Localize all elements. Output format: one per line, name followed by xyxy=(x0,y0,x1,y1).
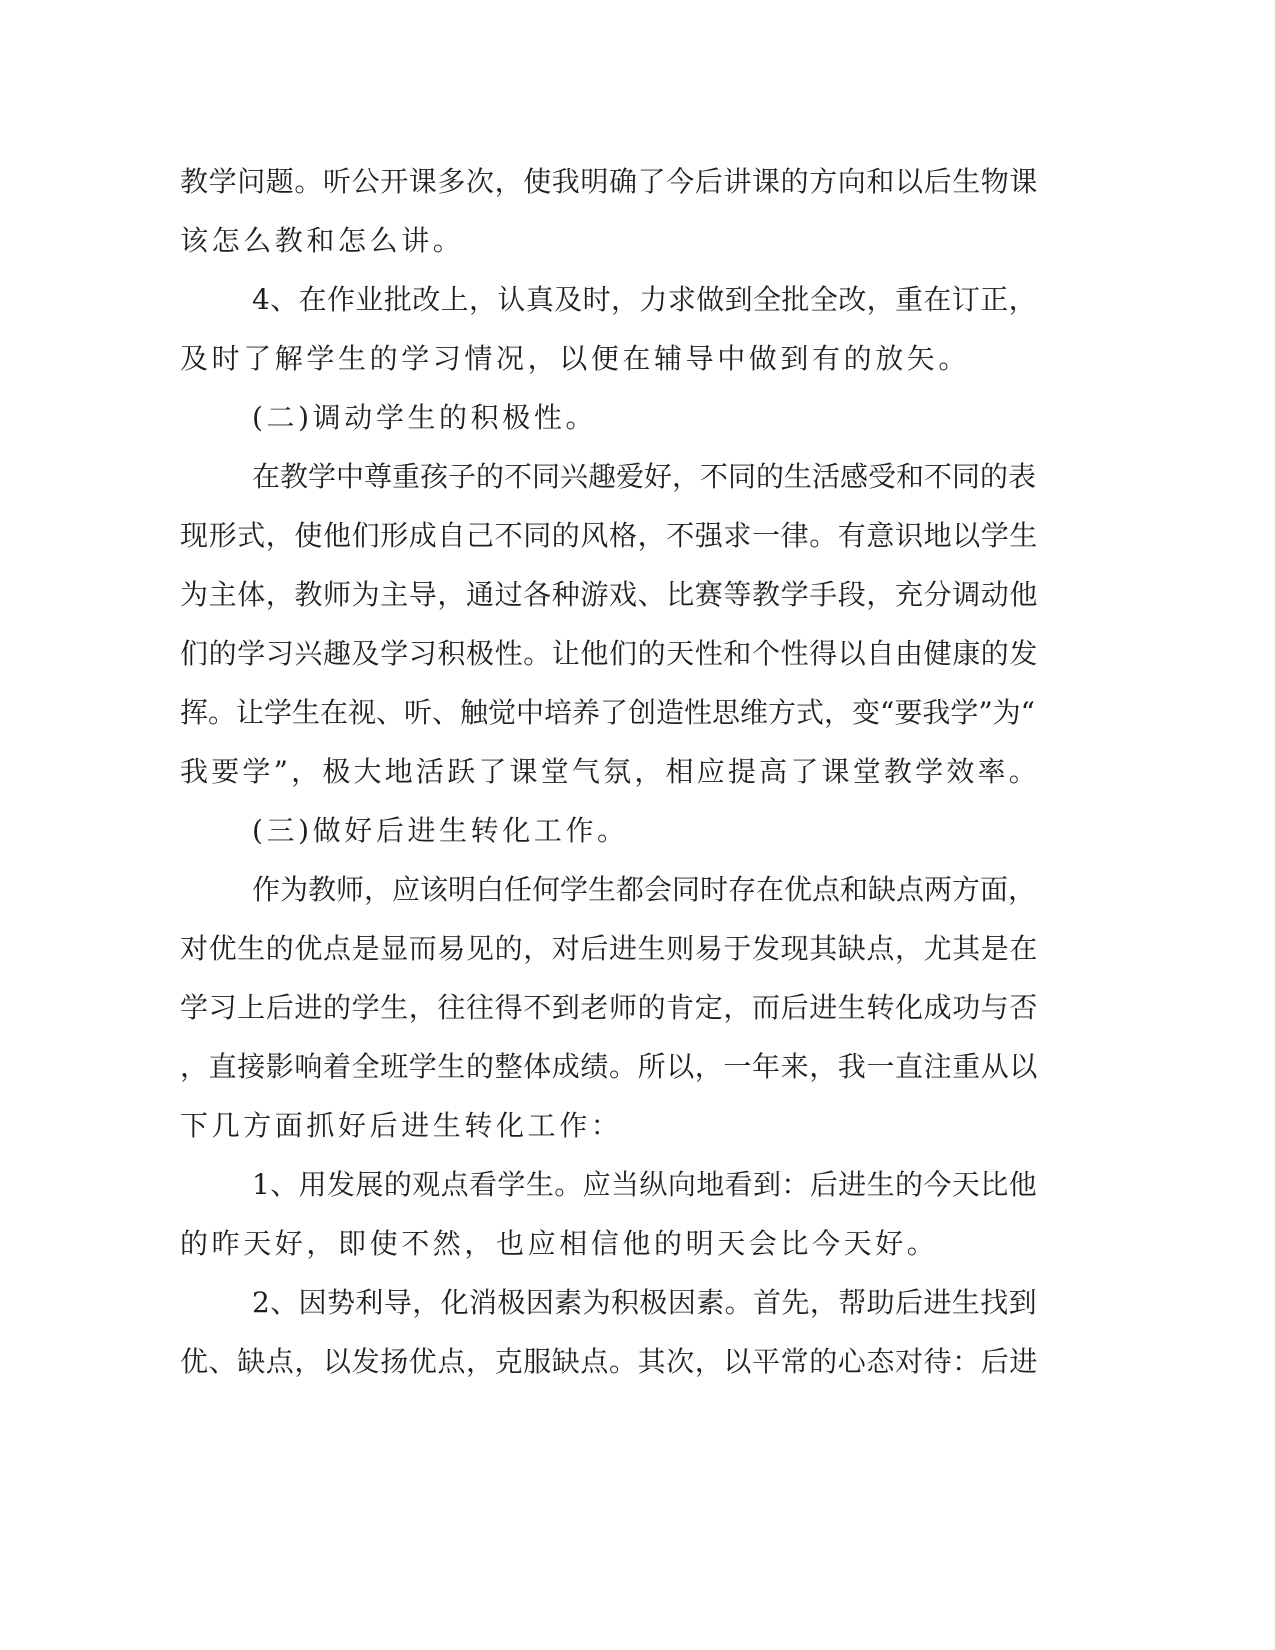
text-line: 我要学”，极大地活跃了课堂气氛，相应提高了课堂教学效率。 xyxy=(180,755,1040,788)
text-line: 1、用发展的观点看学生。应当纵向地看到：后进生的今天比他 xyxy=(252,1168,1038,1201)
section-heading: (三)做好后进生转化工作。 xyxy=(252,814,629,847)
text-line: 对优生的优点是显而易见的，对后进生则易于发现其缺点，尤其是在 xyxy=(180,932,1039,965)
text-line: 在教学中尊重孩子的不同兴趣爱好，不同的生活感受和不同的表 xyxy=(252,460,1037,493)
text-line: 作为教师，应该明白任何学生都会同时存在优点和缺点两方面， xyxy=(252,873,1037,906)
text-line: 们的学习兴趣及学习积极性。让他们的天性和个性得以自由健康的发 xyxy=(180,637,1039,670)
text-line: 2、因势利导，化消极因素为积极因素。首先，帮助后进生找到 xyxy=(252,1286,1038,1319)
text-line: 下几方面抓好后进生转化工作： xyxy=(180,1109,623,1142)
text-line: 的昨天好，即使不然，也应相信他的明天会比今天好。 xyxy=(180,1227,939,1260)
text-line: 学习上后进的学生，往往得不到老师的肯定，而后进生转化成功与否 xyxy=(180,991,1039,1024)
text-line: 优、缺点，以发扬优点，克服缺点。其次，以平常的心态对待：后进 xyxy=(180,1345,1039,1378)
text-line: 教学问题。听公开课多次，使我明确了今后讲课的方向和以后生物课 xyxy=(180,165,1039,198)
section-heading: (二)调动学生的积极性。 xyxy=(252,401,598,434)
text-line: ，直接影响着全班学生的整体成绩。所以，一年来，我一直注重从以 xyxy=(180,1050,1039,1083)
text-line: 4、在作业批改上，认真及时，力求做到全批全改，重在订正， xyxy=(252,283,1038,316)
text-line: 现形式，使他们形成自己不同的风格，不强求一律。有意识地以学生 xyxy=(180,519,1039,552)
text-line: 为主体，教师为主导，通过各种游戏、比赛等教学手段，充分调动他 xyxy=(180,578,1039,611)
text-line: 及时了解学生的学习情况，以便在辅导中做到有的放矢。 xyxy=(180,342,971,375)
text-line: 该怎么教和怎么讲。 xyxy=(180,224,465,257)
text-line: 挥。让学生在视、听、触觉中培养了创造性思维方式，变“要我学”为“ xyxy=(180,696,1035,729)
